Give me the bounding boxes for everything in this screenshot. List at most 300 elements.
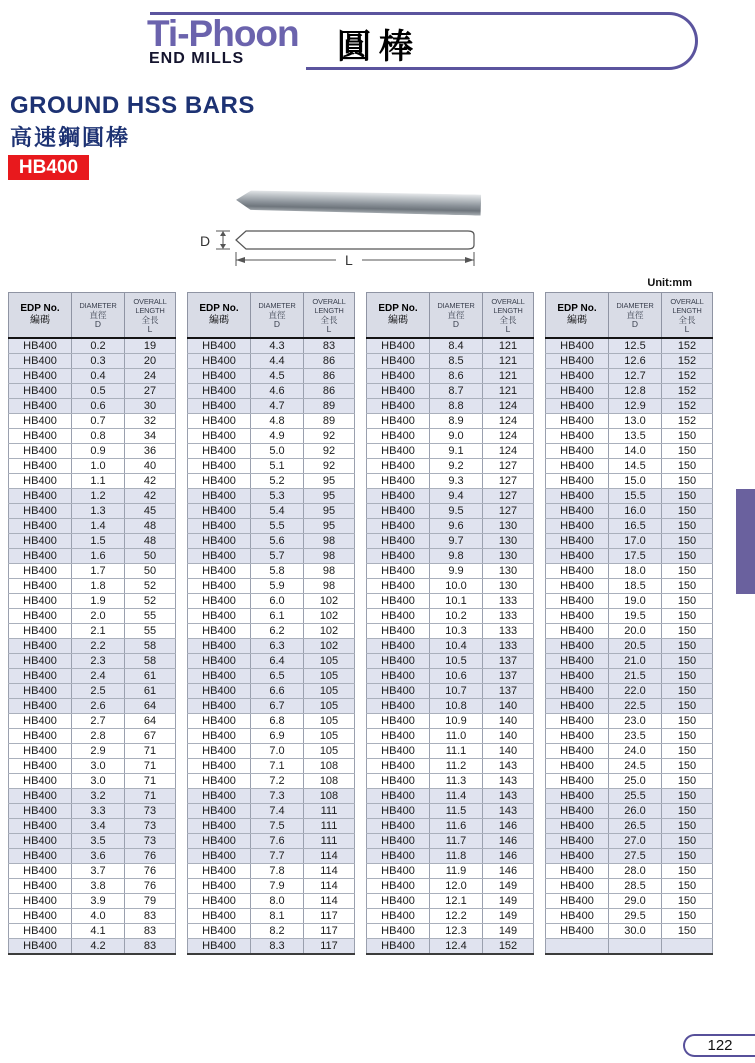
table-row — [188, 384, 355, 399]
table-row — [546, 729, 713, 744]
length-cell: 150 — [662, 639, 713, 654]
table-row — [546, 699, 713, 714]
table-row — [9, 354, 176, 369]
length-cell: 152 — [662, 354, 713, 369]
length-cell: 150 — [662, 519, 713, 534]
table-row — [9, 564, 176, 579]
spec-table-1 — [8, 292, 176, 955]
diameter-cell: 2.2 — [72, 639, 125, 654]
length-cell: 150 — [662, 699, 713, 714]
diameter-cell: 7.6 — [251, 834, 304, 849]
brand-cjk-title: 圓棒 — [337, 28, 421, 66]
diameter-cell: 7.3 — [251, 789, 304, 804]
length-cell: 146 — [483, 864, 534, 879]
diameter-cell: 9.4 — [430, 489, 483, 504]
length-cell: 150 — [662, 789, 713, 804]
length-cell: 149 — [483, 894, 534, 909]
table-row — [9, 459, 176, 474]
length-cell: 42 — [125, 489, 176, 504]
table-row — [188, 489, 355, 504]
edp-cell: HB400 — [367, 654, 430, 669]
spec-table-2 — [187, 292, 355, 955]
diameter-cell: 6.2 — [251, 624, 304, 639]
table-row — [367, 429, 534, 444]
table-row — [546, 534, 713, 549]
edp-cell: HB400 — [367, 579, 430, 594]
table-row — [546, 684, 713, 699]
diameter-cell: 9.0 — [430, 429, 483, 444]
edp-cell: HB400 — [546, 804, 609, 819]
section-index-tab — [736, 489, 755, 594]
edp-cell: HB400 — [188, 669, 251, 684]
diameter-cell: 3.5 — [72, 834, 125, 849]
diameter-cell: 0.3 — [72, 354, 125, 369]
diameter-cell: 22.5 — [609, 699, 662, 714]
length-cell: 45 — [125, 504, 176, 519]
length-cell: 130 — [483, 534, 534, 549]
diameter-cell: 5.8 — [251, 564, 304, 579]
table-row — [9, 924, 176, 939]
diameter-cell: 27.0 — [609, 834, 662, 849]
edp-cell: HB400 — [188, 639, 251, 654]
length-cell: 152 — [483, 939, 534, 955]
table-row — [546, 774, 713, 789]
diameter-cell: 8.5 — [430, 354, 483, 369]
diameter-cell: 5.9 — [251, 579, 304, 594]
length-cell: 152 — [662, 338, 713, 354]
diameter-cell: 13.0 — [609, 414, 662, 429]
length-cell: 40 — [125, 459, 176, 474]
diameter-cell: 1.3 — [72, 504, 125, 519]
diameter-cell: 26.5 — [609, 819, 662, 834]
table-row — [546, 609, 713, 624]
diameter-cell: 5.4 — [251, 504, 304, 519]
length-cell: 114 — [304, 849, 355, 864]
edp-header-en: EDP No. — [20, 303, 60, 314]
edp-cell: HB400 — [546, 669, 609, 684]
table-row — [9, 579, 176, 594]
table-row — [188, 834, 355, 849]
table-row — [9, 669, 176, 684]
diameter-cell: 19.0 — [609, 594, 662, 609]
edp-cell: HB400 — [9, 789, 72, 804]
length-cell: 105 — [304, 669, 355, 684]
length-cell: 150 — [662, 504, 713, 519]
edp-cell: HB400 — [188, 804, 251, 819]
table-row — [546, 414, 713, 429]
length-cell: 98 — [304, 549, 355, 564]
diameter-cell: 0.6 — [72, 399, 125, 414]
table-row — [188, 474, 355, 489]
table-row — [546, 819, 713, 834]
edp-cell: HB400 — [9, 594, 72, 609]
edp-cell: HB400 — [9, 414, 72, 429]
diameter-cell: 12.8 — [609, 384, 662, 399]
length-cell: 64 — [125, 699, 176, 714]
diameter-cell: 17.5 — [609, 549, 662, 564]
diameter-cell: 1.1 — [72, 474, 125, 489]
length-cell: 150 — [662, 579, 713, 594]
edp-cell: HB400 — [546, 759, 609, 774]
edp-cell: HB400 — [367, 849, 430, 864]
diameter-cell: 3.2 — [72, 789, 125, 804]
edp-cell: HB400 — [546, 459, 609, 474]
table-row — [367, 849, 534, 864]
brand-logo: Ti-Phoon — [147, 13, 299, 54]
diameter-cell: 12.6 — [609, 354, 662, 369]
length-cell: 105 — [304, 699, 355, 714]
length-cell — [662, 939, 713, 955]
table-row — [9, 429, 176, 444]
table-row — [9, 399, 176, 414]
diameter-cell: 7.5 — [251, 819, 304, 834]
length-cell: 27 — [125, 384, 176, 399]
edp-cell: HB400 — [9, 924, 72, 939]
edp-cell: HB400 — [367, 639, 430, 654]
diameter-cell: 5.0 — [251, 444, 304, 459]
diameter-cell: 0.4 — [72, 369, 125, 384]
model-badge: HB400 — [8, 155, 89, 180]
length-cell: 150 — [662, 774, 713, 789]
length-cell: 76 — [125, 879, 176, 894]
table-row — [367, 699, 534, 714]
edp-cell: HB400 — [9, 744, 72, 759]
table-row — [367, 639, 534, 654]
diameter-cell: 12.3 — [430, 924, 483, 939]
table-row — [188, 804, 355, 819]
diameter-cell: 11.9 — [430, 864, 483, 879]
table-row — [9, 699, 176, 714]
table-row — [367, 759, 534, 774]
edp-cell: HB400 — [188, 849, 251, 864]
table-row — [9, 744, 176, 759]
diameter-cell: 24.0 — [609, 744, 662, 759]
edp-cell: HB400 — [9, 504, 72, 519]
edp-cell: HB400 — [367, 909, 430, 924]
length-cell: 150 — [662, 834, 713, 849]
length-cell: 117 — [304, 939, 355, 955]
table-row — [188, 639, 355, 654]
length-cell: 48 — [125, 534, 176, 549]
diameter-cell: 2.4 — [72, 669, 125, 684]
spec-table-4 — [545, 292, 713, 955]
length-cell: 30 — [125, 399, 176, 414]
table-row — [9, 594, 176, 609]
edp-cell: HB400 — [9, 519, 72, 534]
diameter-cell: 8.4 — [430, 338, 483, 354]
diameter-cell: 0.9 — [72, 444, 125, 459]
edp-cell: HB400 — [367, 819, 430, 834]
diameter-cell: 2.1 — [72, 624, 125, 639]
diameter-cell: 7.8 — [251, 864, 304, 879]
table-row — [188, 369, 355, 384]
edp-cell: HB400 — [546, 819, 609, 834]
table-row — [9, 714, 176, 729]
diameter-cell: 24.5 — [609, 759, 662, 774]
diameter-cell: 7.9 — [251, 879, 304, 894]
length-cell: 50 — [125, 564, 176, 579]
diameter-cell: 30.0 — [609, 924, 662, 939]
table-row — [188, 759, 355, 774]
edp-cell: HB400 — [367, 864, 430, 879]
table-row — [546, 744, 713, 759]
diameter-cell: 2.0 — [72, 609, 125, 624]
length-cell: 150 — [662, 429, 713, 444]
length-cell: 105 — [304, 714, 355, 729]
length-cell: 150 — [662, 804, 713, 819]
diameter-cell: 20.0 — [609, 624, 662, 639]
length-cell: 58 — [125, 639, 176, 654]
edp-cell: HB400 — [367, 414, 430, 429]
edp-cell: HB400 — [188, 534, 251, 549]
diameter-cell: 4.1 — [72, 924, 125, 939]
diameter-cell: 11.0 — [430, 729, 483, 744]
length-cell: 124 — [483, 429, 534, 444]
length-cell: 121 — [483, 369, 534, 384]
diameter-cell: 20.5 — [609, 639, 662, 654]
table-row — [367, 338, 534, 354]
edp-cell: HB400 — [9, 819, 72, 834]
diameter-cell: 6.1 — [251, 609, 304, 624]
edp-cell: HB400 — [367, 879, 430, 894]
edp-column-header: EDP No. 編碼 — [546, 293, 609, 339]
table-row — [188, 879, 355, 894]
length-cell: 124 — [483, 399, 534, 414]
length-cell: 86 — [304, 354, 355, 369]
edp-cell: HB400 — [9, 624, 72, 639]
edp-cell: HB400 — [188, 414, 251, 429]
edp-cell: HB400 — [188, 579, 251, 594]
edp-cell: HB400 — [367, 609, 430, 624]
length-cell: 92 — [304, 444, 355, 459]
table-row — [367, 399, 534, 414]
diameter-cell: 10.4 — [430, 639, 483, 654]
table-row — [546, 519, 713, 534]
diameter-cell: 9.6 — [430, 519, 483, 534]
diameter-cell: 2.9 — [72, 744, 125, 759]
diameter-column-header: DIAMETER 直徑 D — [72, 293, 125, 339]
diameter-cell: 10.7 — [430, 684, 483, 699]
edp-cell: HB400 — [188, 729, 251, 744]
table-row — [188, 534, 355, 549]
diameter-column-header: DIAMETER 直徑 D — [430, 293, 483, 339]
table-row — [9, 338, 176, 354]
edp-column-header: EDP No. 編碼 — [188, 293, 251, 339]
length-cell: 117 — [304, 909, 355, 924]
edp-cell: HB400 — [367, 804, 430, 819]
length-cell: 124 — [483, 414, 534, 429]
edp-cell: HB400 — [546, 894, 609, 909]
length-cell: 149 — [483, 879, 534, 894]
diameter-cell: 10.0 — [430, 579, 483, 594]
diameter-cell: 6.3 — [251, 639, 304, 654]
length-column-header: OVERALL LENGTH 全長 L — [483, 293, 534, 339]
table-row — [9, 624, 176, 639]
table-row — [367, 489, 534, 504]
diameter-cell: 11.3 — [430, 774, 483, 789]
diameter-cell: 8.2 — [251, 924, 304, 939]
edp-cell: HB400 — [367, 489, 430, 504]
diameter-cell: 7.4 — [251, 804, 304, 819]
table-row — [188, 459, 355, 474]
length-cell: 140 — [483, 744, 534, 759]
edp-cell: HB400 — [546, 684, 609, 699]
diameter-cell: 6.7 — [251, 699, 304, 714]
diameter-cell: 6.6 — [251, 684, 304, 699]
edp-cell: HB400 — [188, 444, 251, 459]
table-row — [546, 369, 713, 384]
diameter-cell: 16.0 — [609, 504, 662, 519]
edp-cell: HB400 — [9, 384, 72, 399]
table-row — [9, 519, 176, 534]
diameter-cell: 9.7 — [430, 534, 483, 549]
diameter-cell: 1.7 — [72, 564, 125, 579]
edp-cell: HB400 — [546, 429, 609, 444]
length-cell: 86 — [304, 384, 355, 399]
table-row — [367, 819, 534, 834]
table-row — [188, 669, 355, 684]
table-row — [9, 609, 176, 624]
table-row — [9, 474, 176, 489]
length-cell: 133 — [483, 609, 534, 624]
edp-cell: HB400 — [188, 369, 251, 384]
edp-column-header: EDP No. 編碼 — [367, 293, 430, 339]
edp-cell: HB400 — [546, 489, 609, 504]
d-dimension-label: D — [200, 233, 211, 249]
edp-cell: HB400 — [9, 354, 72, 369]
length-cell: 137 — [483, 669, 534, 684]
length-cell: 146 — [483, 849, 534, 864]
edp-cell: HB400 — [9, 474, 72, 489]
table-row — [546, 594, 713, 609]
edp-cell: HB400 — [367, 369, 430, 384]
length-cell: 140 — [483, 699, 534, 714]
table-row — [9, 489, 176, 504]
edp-cell: HB400 — [367, 774, 430, 789]
table-row — [188, 864, 355, 879]
table-row — [188, 849, 355, 864]
edp-cell: HB400 — [546, 639, 609, 654]
table-row — [546, 564, 713, 579]
diameter-cell: 12.7 — [609, 369, 662, 384]
edp-cell: HB400 — [9, 759, 72, 774]
length-cell: 32 — [125, 414, 176, 429]
length-cell: 89 — [304, 399, 355, 414]
edp-cell: HB400 — [367, 354, 430, 369]
length-cell: 71 — [125, 744, 176, 759]
diameter-cell: 9.8 — [430, 549, 483, 564]
diameter-cell: 6.4 — [251, 654, 304, 669]
table-row — [367, 609, 534, 624]
diameter-cell: 11.6 — [430, 819, 483, 834]
diameter-cell — [609, 939, 662, 955]
diameter-cell: 4.3 — [251, 338, 304, 354]
table-row — [188, 624, 355, 639]
diameter-cell: 12.5 — [609, 338, 662, 354]
table-row — [9, 789, 176, 804]
length-cell: 114 — [304, 864, 355, 879]
table-row — [188, 444, 355, 459]
edp-cell: HB400 — [367, 744, 430, 759]
edp-cell: HB400 — [188, 939, 251, 955]
edp-cell: HB400 — [9, 369, 72, 384]
length-cell: 95 — [304, 489, 355, 504]
table-row — [367, 834, 534, 849]
length-cell: 127 — [483, 474, 534, 489]
edp-cell: HB400 — [9, 399, 72, 414]
diameter-cell: 11.2 — [430, 759, 483, 774]
edp-cell: HB400 — [546, 744, 609, 759]
length-cell: 150 — [662, 609, 713, 624]
length-cell: 108 — [304, 789, 355, 804]
table-row — [367, 444, 534, 459]
table-row — [188, 564, 355, 579]
length-cell: 98 — [304, 534, 355, 549]
length-cell: 71 — [125, 789, 176, 804]
diameter-cell: 10.9 — [430, 714, 483, 729]
edp-cell: HB400 — [9, 774, 72, 789]
table-row — [367, 354, 534, 369]
diameter-column-header: DIAMETER 直徑 D — [251, 293, 304, 339]
diameter-cell: 1.8 — [72, 579, 125, 594]
edp-cell: HB400 — [546, 369, 609, 384]
diameter-cell: 9.9 — [430, 564, 483, 579]
length-cell: 58 — [125, 654, 176, 669]
edp-cell: HB400 — [188, 354, 251, 369]
table-row — [367, 894, 534, 909]
spec-table-4-body — [546, 338, 713, 954]
table-row — [188, 699, 355, 714]
edp-cell: HB400 — [188, 338, 251, 354]
edp-cell: HB400 — [188, 624, 251, 639]
diameter-cell: 26.0 — [609, 804, 662, 819]
table-row — [9, 894, 176, 909]
table-row — [546, 894, 713, 909]
diameter-cell: 13.5 — [609, 429, 662, 444]
table-row — [188, 609, 355, 624]
length-cell: 152 — [662, 414, 713, 429]
edp-cell: HB400 — [367, 894, 430, 909]
length-cell: 111 — [304, 819, 355, 834]
diameter-cell: 6.8 — [251, 714, 304, 729]
table-row — [188, 744, 355, 759]
edp-cell: HB400 — [9, 714, 72, 729]
table-row — [367, 744, 534, 759]
length-cell: 67 — [125, 729, 176, 744]
diameter-cell: 10.3 — [430, 624, 483, 639]
edp-cell: HB400 — [188, 699, 251, 714]
table-row — [188, 399, 355, 414]
length-cell: 150 — [662, 864, 713, 879]
spec-table-2-body — [188, 338, 355, 954]
diameter-cell: 10.8 — [430, 699, 483, 714]
edp-cell: HB400 — [367, 699, 430, 714]
edp-cell: HB400 — [9, 804, 72, 819]
diameter-cell: 14.5 — [609, 459, 662, 474]
table-row — [9, 444, 176, 459]
edp-cell: HB400 — [188, 894, 251, 909]
table-row — [546, 624, 713, 639]
edp-cell: HB400 — [367, 594, 430, 609]
table-row — [9, 879, 176, 894]
table-row — [188, 594, 355, 609]
diameter-cell: 7.2 — [251, 774, 304, 789]
diameter-cell: 5.1 — [251, 459, 304, 474]
edp-cell: HB400 — [188, 834, 251, 849]
table-row — [9, 909, 176, 924]
diameter-cell: 12.4 — [430, 939, 483, 955]
length-cell: 48 — [125, 519, 176, 534]
